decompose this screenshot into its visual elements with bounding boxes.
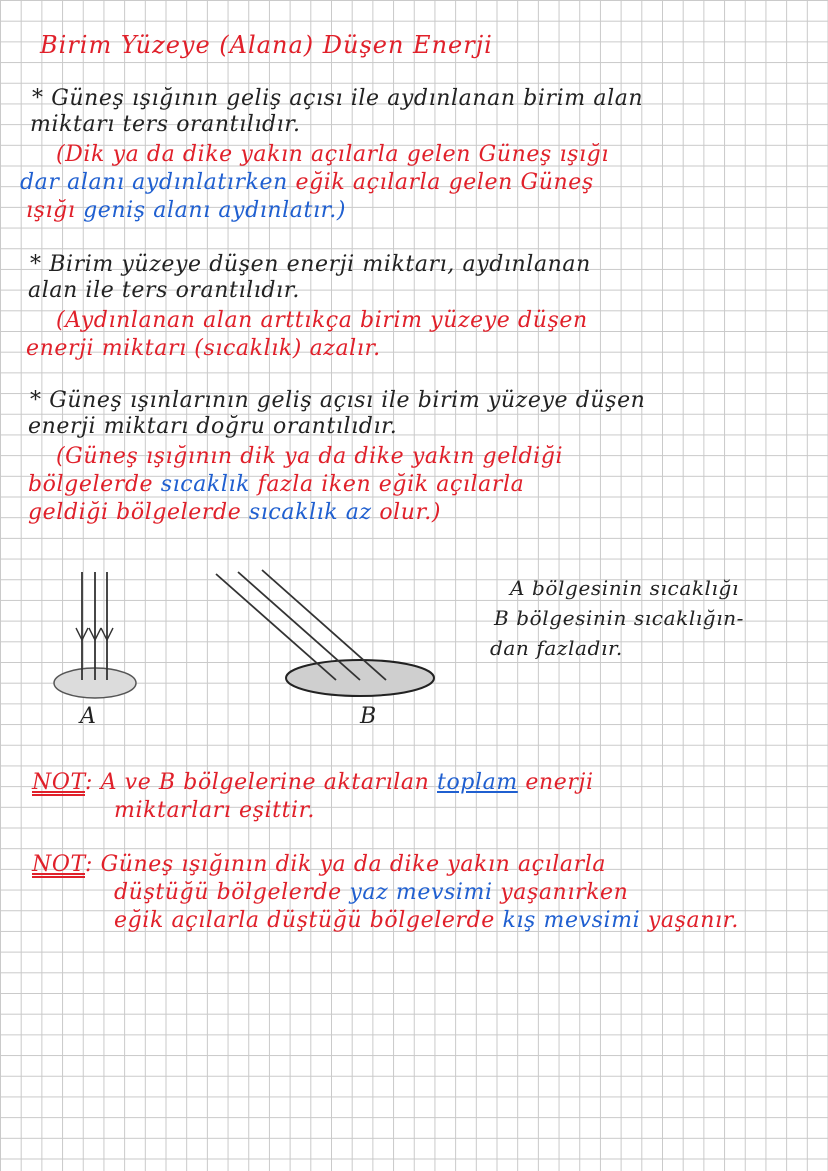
note1-label: NOT [32,770,85,795]
region-a-label: A [80,704,97,729]
note1-text-b: enerji [525,770,594,795]
note2-line2 [114,880,628,906]
section1-note-line1: (Dik ya da dike yakın açılarla gelen Güneş ışığı [56,142,609,167]
section3-note-line3-red-a: geldiği bölgelerde [28,500,242,525]
section3-line1: * Güneş ışınlarının geliş açısı ile birim yüzeye düşen [30,388,646,413]
note1-line2: miktarları eşittir. [114,798,315,823]
diagram-caption-line2: B bölgesinin sıcaklığın- [494,606,745,630]
section1-note-line3-blue: geniş alanı aydınlatır.) [83,198,347,223]
section2-note-line2: enerji miktarı (sıcaklık) azalır. [26,336,381,361]
section1-note-line2-red: eğik açılarla gelen Güneş [295,170,594,195]
note2-line3-red-b: yaşanır. [647,908,739,933]
section3-note-line2-blue: sıcaklık [160,472,251,497]
region-b-ray [238,572,360,680]
section3-note-line2-red-a: bölgelerde [28,472,154,497]
section3-note-line1: (Güneş ışığının dik ya da dike yakın geldiği [56,444,564,469]
note2-line2-blue: yaz mevsimi [349,880,493,905]
region-b-ellipse [286,660,434,696]
note2-line1-text: : Güneş ışığının dik ya da dike yakın açılarla [84,852,607,877]
note1-line1 [32,770,594,796]
note2-line2-red-a: düştüğü bölgelerde [114,880,342,905]
note2-label: NOT [32,852,85,877]
section3-note-line2-red-b: fazla iken eğik açılarla [257,472,525,497]
note1-text-blue: toplam [437,770,518,795]
section3-line2: enerji miktarı doğru orantılıdır. [28,414,398,439]
section1-note-line3-red: ışığı [26,198,76,223]
section3-note-line3-blue: sıcaklık az [248,500,372,525]
section2-line1: * Birim yüzeye düşen enerji miktarı, aydınlanan [30,252,591,277]
note2-line3-blue: kış mevsimi [502,908,641,933]
note2-line3-red-a: eğik açılarla düştüğü bölgelerde [114,908,495,933]
section1-line1: * Güneş ışığının geliş açısı ile aydınlanan birim alan [32,86,644,111]
note1-text-a: : A ve B bölgelerine aktarılan [84,770,430,795]
section1-line2: miktarı ters orantılıdır. [30,112,301,137]
diagram-caption-line3: dan fazladır. [490,636,623,660]
note2-line3 [114,908,739,934]
region-b-ray [216,574,336,680]
section2-note-line1: (Aydınlanan alan arttıkça birim yüzeye düşen [56,308,588,333]
diagram-caption-line1: A bölgesinin sıcaklığı [510,576,739,600]
section3-note-line3-red-b: olur.) [379,500,442,525]
note2-line2-red-b: yaşanırken [500,880,629,905]
region-b-label: B [360,704,377,729]
note2-line1 [32,852,606,878]
section1-note-line2-blue: dar alanı aydınlatırken [20,170,288,195]
section2-line2: alan ile ters orantılıdır. [28,278,300,303]
page-title: Birim Yüzeye (Alana) Düşen Enerji [40,31,493,59]
